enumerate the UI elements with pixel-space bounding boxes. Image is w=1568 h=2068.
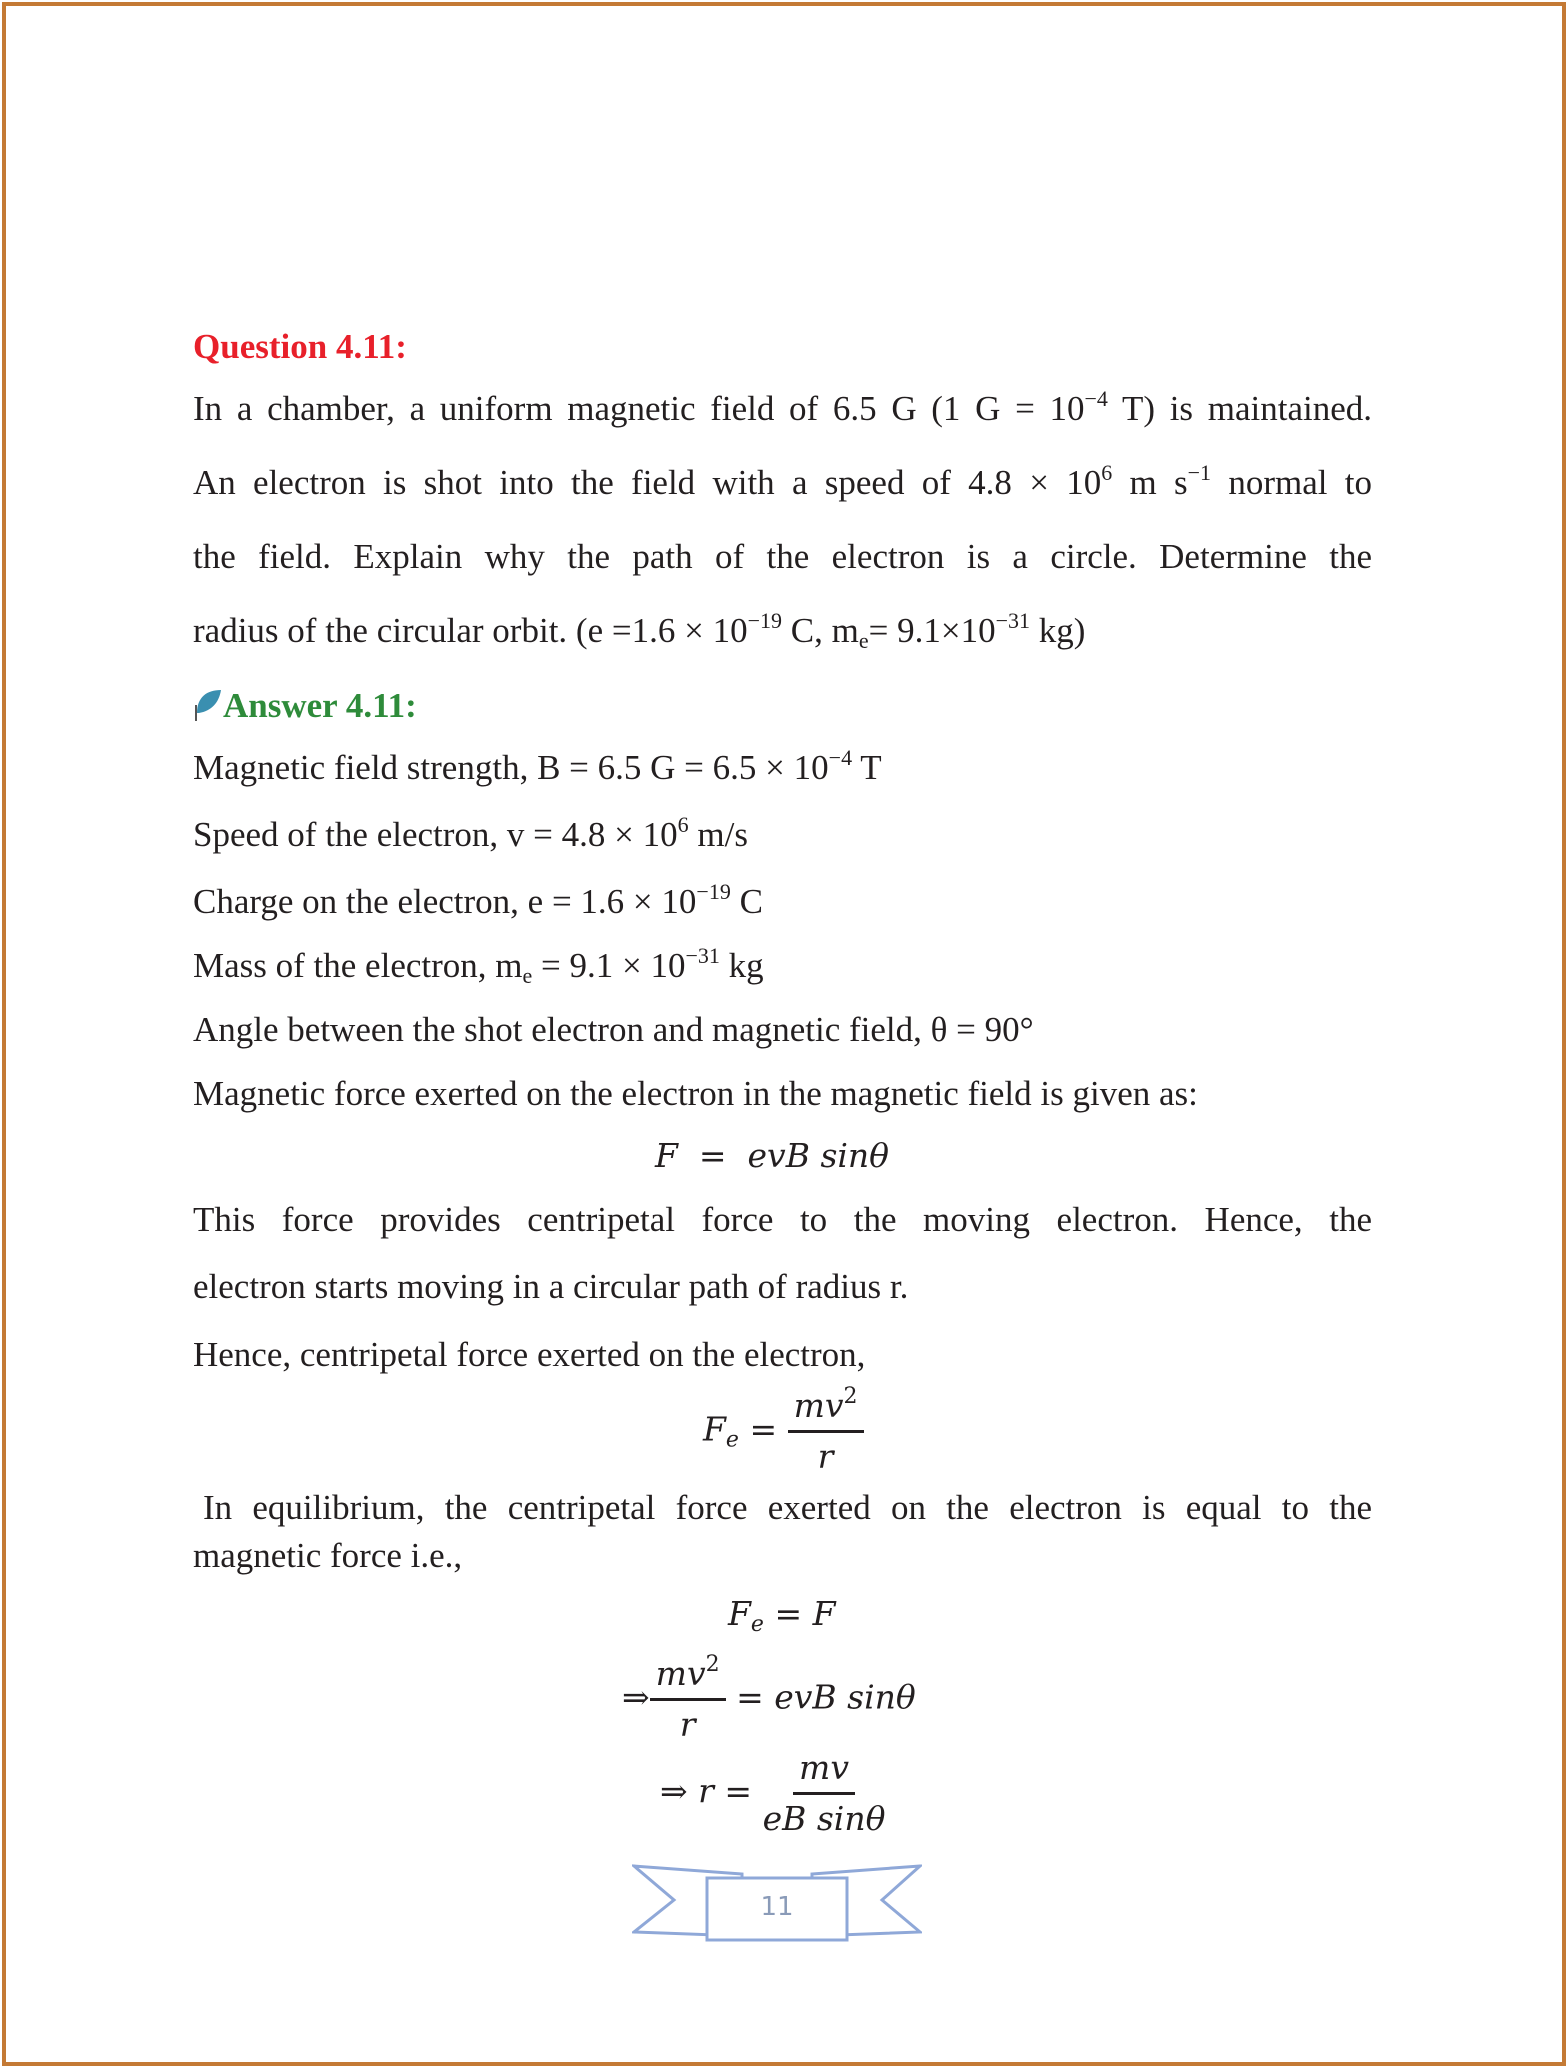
- force-intro: Magnetic force exerted on the electron in the magnetic field is given as:: [193, 1074, 1198, 1113]
- given-mass: Mass of the electron, $m_e = 9.1 \times 10^{-31}$ kg: [193, 943, 764, 988]
- given-speed: Speed of the electron, $v = 4.8 \times 10^6$ m/s: [193, 812, 748, 854]
- leaf-logo-icon: [193, 687, 223, 721]
- equation-equilibrium: $F_e = F$: [728, 1594, 836, 1637]
- page-number: 11: [760, 1892, 794, 1922]
- question-line-2: An electron is shot into the field with a speed of $4.8 \times 10^6$ m $s^{-1}$ normal to: [193, 460, 1372, 502]
- equation-centripetal: $F_e$ = $\frac{mv^2}{r}$: [703, 1382, 864, 1481]
- given-angle: Angle between the shot electron and magnetic field, θ = 90°: [193, 1010, 1034, 1049]
- equation-magnetic-force: F = evB sinθ: [655, 1136, 890, 1175]
- equation-radius: ⇒ r = $\frac{mv}{\text{eB sinθ}}$: [660, 1744, 885, 1843]
- question-line-1: In a chamber, a uniform magnetic field of 6.5 G (1 $G = 10^{-4}$ T) is maintained.: [193, 386, 1372, 428]
- question-title: Question 4.11:: [193, 327, 407, 366]
- question-line-3: the field. Explain why the path of the electron is a circle. Determine the: [193, 537, 1372, 576]
- para1-line2: electron starts moving in a circular path of radius r.: [193, 1267, 909, 1306]
- para1-line1: This force provides centripetal force to the moving electron. Hence, the: [193, 1200, 1372, 1239]
- para3-line2: magnetic force i.e.,: [193, 1536, 463, 1575]
- question-line-4: radius of the circular orbit. ($e =1.6 \times 10^{-19}$ C, $me= 9.1\times 10^{-31}$ kg): [193, 608, 1086, 653]
- para2: Hence, centripetal force exerted on the electron,: [193, 1335, 866, 1374]
- given-charge: Charge on the electron, $e = 1.6 \times 10^{-19}$ C: [193, 879, 763, 921]
- answer-title-row: [193, 684, 1372, 728]
- equation-step: ⇒ $\frac{mv^2}{r}$ = evB sinθ: [622, 1652, 916, 1744]
- given-field: Magnetic field strength, B = 6.5 $G = 6.5 \times 10^{-4}$ T: [193, 745, 882, 787]
- page-number-banner: [632, 1862, 922, 1946]
- answer-title: Answer 4.11:: [223, 686, 417, 725]
- para3-line1: In equilibrium, the centripetal force exerted on the electron is equal to the: [203, 1488, 1372, 1527]
